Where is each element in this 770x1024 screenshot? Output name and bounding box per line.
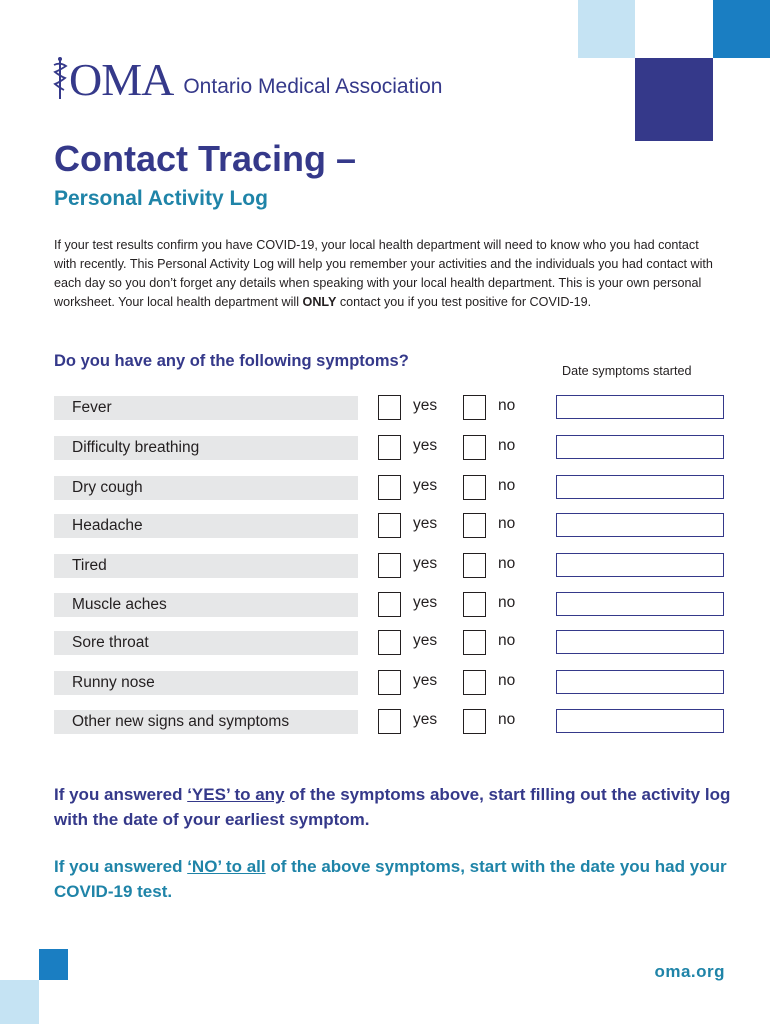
caduceus-icon (52, 56, 68, 100)
no-label: no (498, 397, 516, 414)
date-started-field[interactable] (556, 709, 724, 733)
date-started-field[interactable] (556, 592, 724, 616)
no-checkbox[interactable] (463, 630, 486, 655)
symptom-label: Fever (72, 399, 112, 416)
decorative-square (39, 949, 68, 980)
logo-letters: OMA (69, 54, 174, 105)
intro-text-end: contact you if you test positive for COVID-19. (336, 295, 592, 309)
symptoms-heading: Do you have any of the following symptoms? (54, 352, 409, 370)
yes-label: yes (413, 437, 438, 454)
symptom-label-cell (54, 396, 358, 420)
page-title: Contact Tracing – (54, 138, 357, 179)
no-checkbox[interactable] (463, 395, 486, 420)
symptom-row (0, 511, 770, 541)
instruction-yes-text: If you answered (54, 785, 188, 804)
page-subtitle: Personal Activity Log (54, 187, 268, 210)
symptom-label: Runny nose (72, 674, 155, 691)
decorative-square (578, 0, 635, 58)
decorative-square (713, 0, 770, 58)
yes-label: yes (413, 555, 438, 572)
organization-name: Ontario Medical Association (183, 75, 443, 98)
symptom-label: Dry cough (72, 479, 143, 496)
yes-checkbox[interactable] (378, 630, 401, 655)
symptom-label-cell (54, 554, 358, 578)
yes-checkbox[interactable] (378, 435, 401, 460)
date-started-field[interactable] (556, 395, 724, 419)
no-checkbox[interactable] (463, 435, 486, 460)
instruction-no-text-end: of the above symptoms, start with the date you had your COVID-19 test. (54, 857, 727, 901)
instruction-no-text: If you answered (54, 857, 188, 876)
symptom-label-cell (54, 593, 358, 617)
yes-label: yes (413, 632, 438, 649)
yes-label: yes (413, 594, 438, 611)
symptom-row (0, 433, 770, 463)
yes-label: yes (413, 477, 438, 494)
symptom-row (0, 393, 770, 423)
symptom-label: Muscle aches (72, 596, 167, 613)
yes-checkbox[interactable] (378, 553, 401, 578)
date-started-field[interactable] (556, 513, 724, 537)
yes-label: yes (413, 672, 438, 689)
symptom-row (0, 551, 770, 581)
instruction-yes-text-end: of the symptoms above, start filling out the activity log with the date of your earliest symptom. (54, 785, 731, 829)
website-link[interactable]: oma.org (654, 962, 725, 981)
yes-checkbox[interactable] (378, 592, 401, 617)
yes-checkbox[interactable] (378, 670, 401, 695)
intro-text: If your test results confirm you have COVID-19, your local health department will need to know who you had contact with recently. This Personal Activity Log will help you remember your activities and the individuals you had contact with each day so you don’t forget any details when speaking with your local health department. This is your own personal worksheet. Your local health department will (54, 238, 713, 309)
symptom-label-cell (54, 671, 358, 695)
instruction-yes-emphasis: ‘YES’ to any (187, 785, 285, 804)
yes-checkbox[interactable] (378, 513, 401, 538)
no-label: no (498, 632, 516, 649)
symptom-row (0, 590, 770, 620)
no-label: no (498, 555, 516, 572)
decorative-square (0, 980, 39, 1024)
no-checkbox[interactable] (463, 670, 486, 695)
symptom-label: Sore throat (72, 634, 149, 651)
decorative-square (635, 58, 713, 141)
symptom-label: Difficulty breathing (72, 439, 200, 456)
date-started-field[interactable] (556, 475, 724, 499)
date-started-field[interactable] (556, 553, 724, 577)
date-started-field[interactable] (556, 670, 724, 694)
date-started-field[interactable] (556, 630, 724, 654)
no-label: no (498, 594, 516, 611)
symptom-label-cell (54, 631, 358, 655)
no-label: no (498, 672, 516, 689)
symptom-row (0, 628, 770, 658)
no-checkbox[interactable] (463, 709, 486, 734)
no-label: no (498, 515, 516, 532)
symptom-row (0, 473, 770, 503)
no-checkbox[interactable] (463, 592, 486, 617)
symptom-row (0, 707, 770, 737)
logo-mark (52, 54, 174, 105)
symptom-label: Other new signs and symptoms (72, 713, 290, 730)
date-started-field[interactable] (556, 435, 724, 459)
symptom-label: Tired (72, 557, 107, 574)
symptom-row (0, 668, 770, 698)
symptom-label-cell (54, 476, 358, 500)
instruction-no-emphasis: ‘NO’ to all (187, 857, 266, 876)
no-checkbox[interactable] (463, 475, 486, 500)
yes-label: yes (413, 515, 438, 532)
yes-label: yes (413, 397, 438, 414)
no-label: no (498, 477, 516, 494)
yes-label: yes (413, 711, 438, 728)
symptom-label-cell (54, 436, 358, 460)
symptom-label: Headache (72, 517, 143, 534)
oma-logo (52, 54, 443, 105)
yes-checkbox[interactable] (378, 395, 401, 420)
instruction-no (54, 854, 734, 904)
symptom-label-cell (54, 514, 358, 538)
instruction-yes (54, 782, 734, 832)
symptom-label-cell (54, 710, 358, 734)
no-checkbox[interactable] (463, 553, 486, 578)
yes-checkbox[interactable] (378, 709, 401, 734)
no-checkbox[interactable] (463, 513, 486, 538)
intro-paragraph (54, 236, 724, 312)
date-column-heading: Date symptoms started (562, 364, 692, 378)
yes-checkbox[interactable] (378, 475, 401, 500)
no-label: no (498, 711, 516, 728)
no-label: no (498, 437, 516, 454)
intro-emphasis: ONLY (302, 295, 337, 309)
